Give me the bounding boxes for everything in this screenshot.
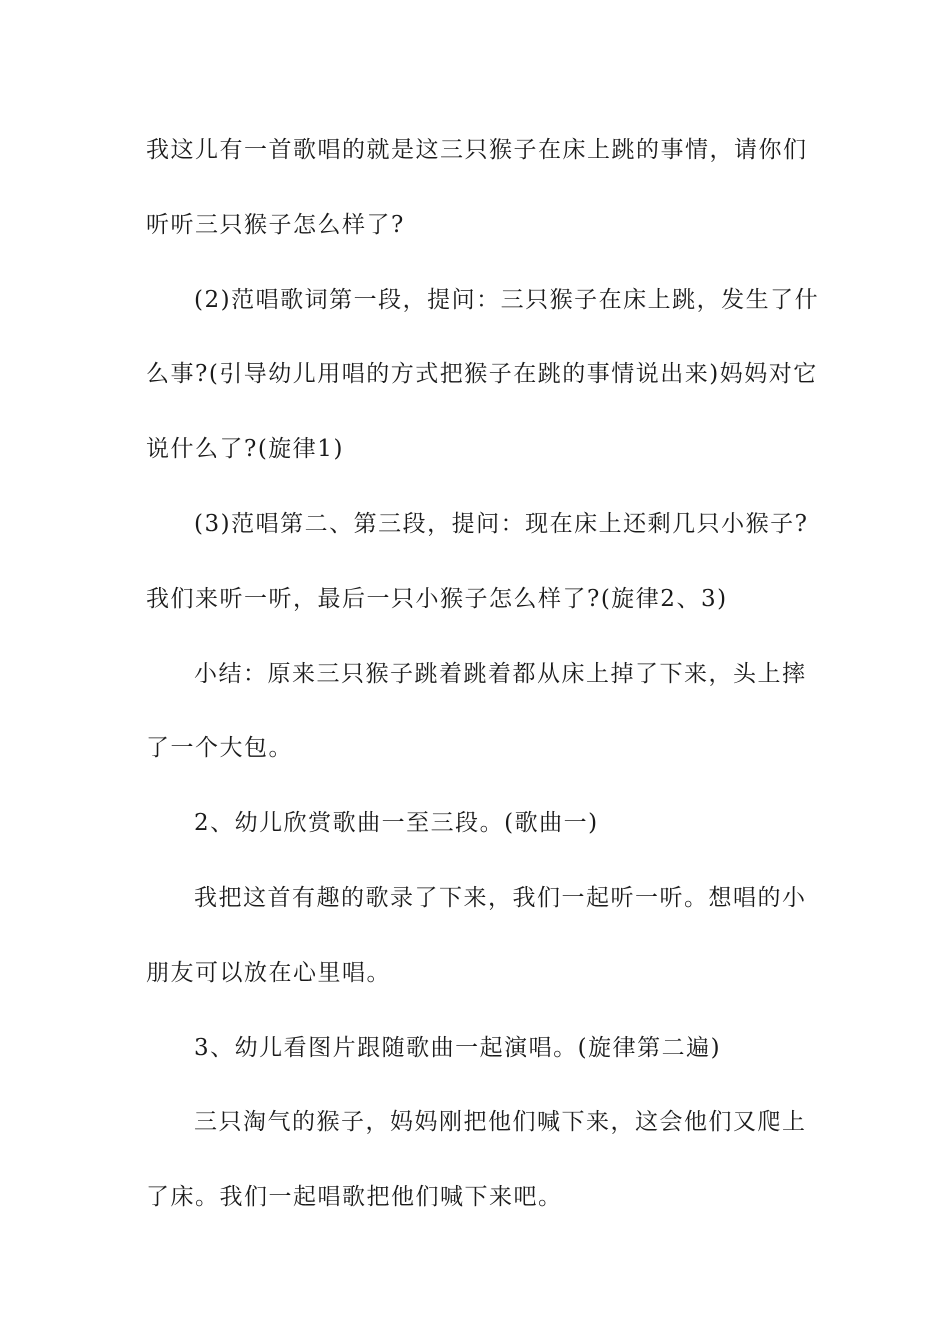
text-line: 听听三只猴子怎么样了? [146, 211, 405, 238]
paragraph-6 [146, 861, 806, 1011]
text-line: 2、幼儿欣赏歌曲一至三段。(歌曲一) [194, 810, 599, 837]
text-line: 3、幼儿看图片跟随歌曲一起演唱。(旋律第二遍) [194, 1034, 722, 1061]
text-line: 说什么了?(旋律1) [146, 436, 344, 463]
text-line: 我这儿有一首歌唱的就是这三只猴子在床上跳的事情，请你们 [146, 137, 808, 163]
paragraph-1 [146, 113, 806, 263]
paragraph-2 [146, 263, 820, 487]
document-body [146, 113, 820, 1235]
text-line: 了床。我们一起唱歌把他们喊下来吧。 [146, 1184, 563, 1211]
text-line: (2)范唱歌词第一段，提问：三只猴子在床上跳，发生了什 [194, 286, 820, 313]
text-line: 我把这首有趣的歌录了下来，我们一起听一听。想唱的小 [194, 884, 807, 911]
text-line: (3)范唱第二、第三段，提问：现在床上还剩几只小猴子? [194, 510, 809, 537]
paragraph-4 [146, 637, 806, 787]
text-line: 么事?(引导幼儿用唱的方式把猴子在跳的事情说出来)妈妈对它 [146, 361, 818, 388]
text-line: 了一个大包。 [146, 735, 293, 762]
paragraph-3 [146, 487, 809, 637]
paragraph-5 [146, 786, 806, 861]
text-line: 朋友可以放在心里唱。 [146, 959, 391, 986]
text-line: 小结：原来三只猴子跳着跳着都从床上掉了下来，头上摔 [194, 660, 807, 687]
paragraph-8 [146, 1085, 806, 1235]
text-line: 三只淘气的猴子，妈妈刚把他们喊下来，这会他们又爬上 [194, 1109, 807, 1136]
paragraph-7 [146, 1011, 806, 1086]
text-line: 我们来听一听，最后一只小猴子怎么样了?(旋律2、3) [146, 585, 728, 612]
